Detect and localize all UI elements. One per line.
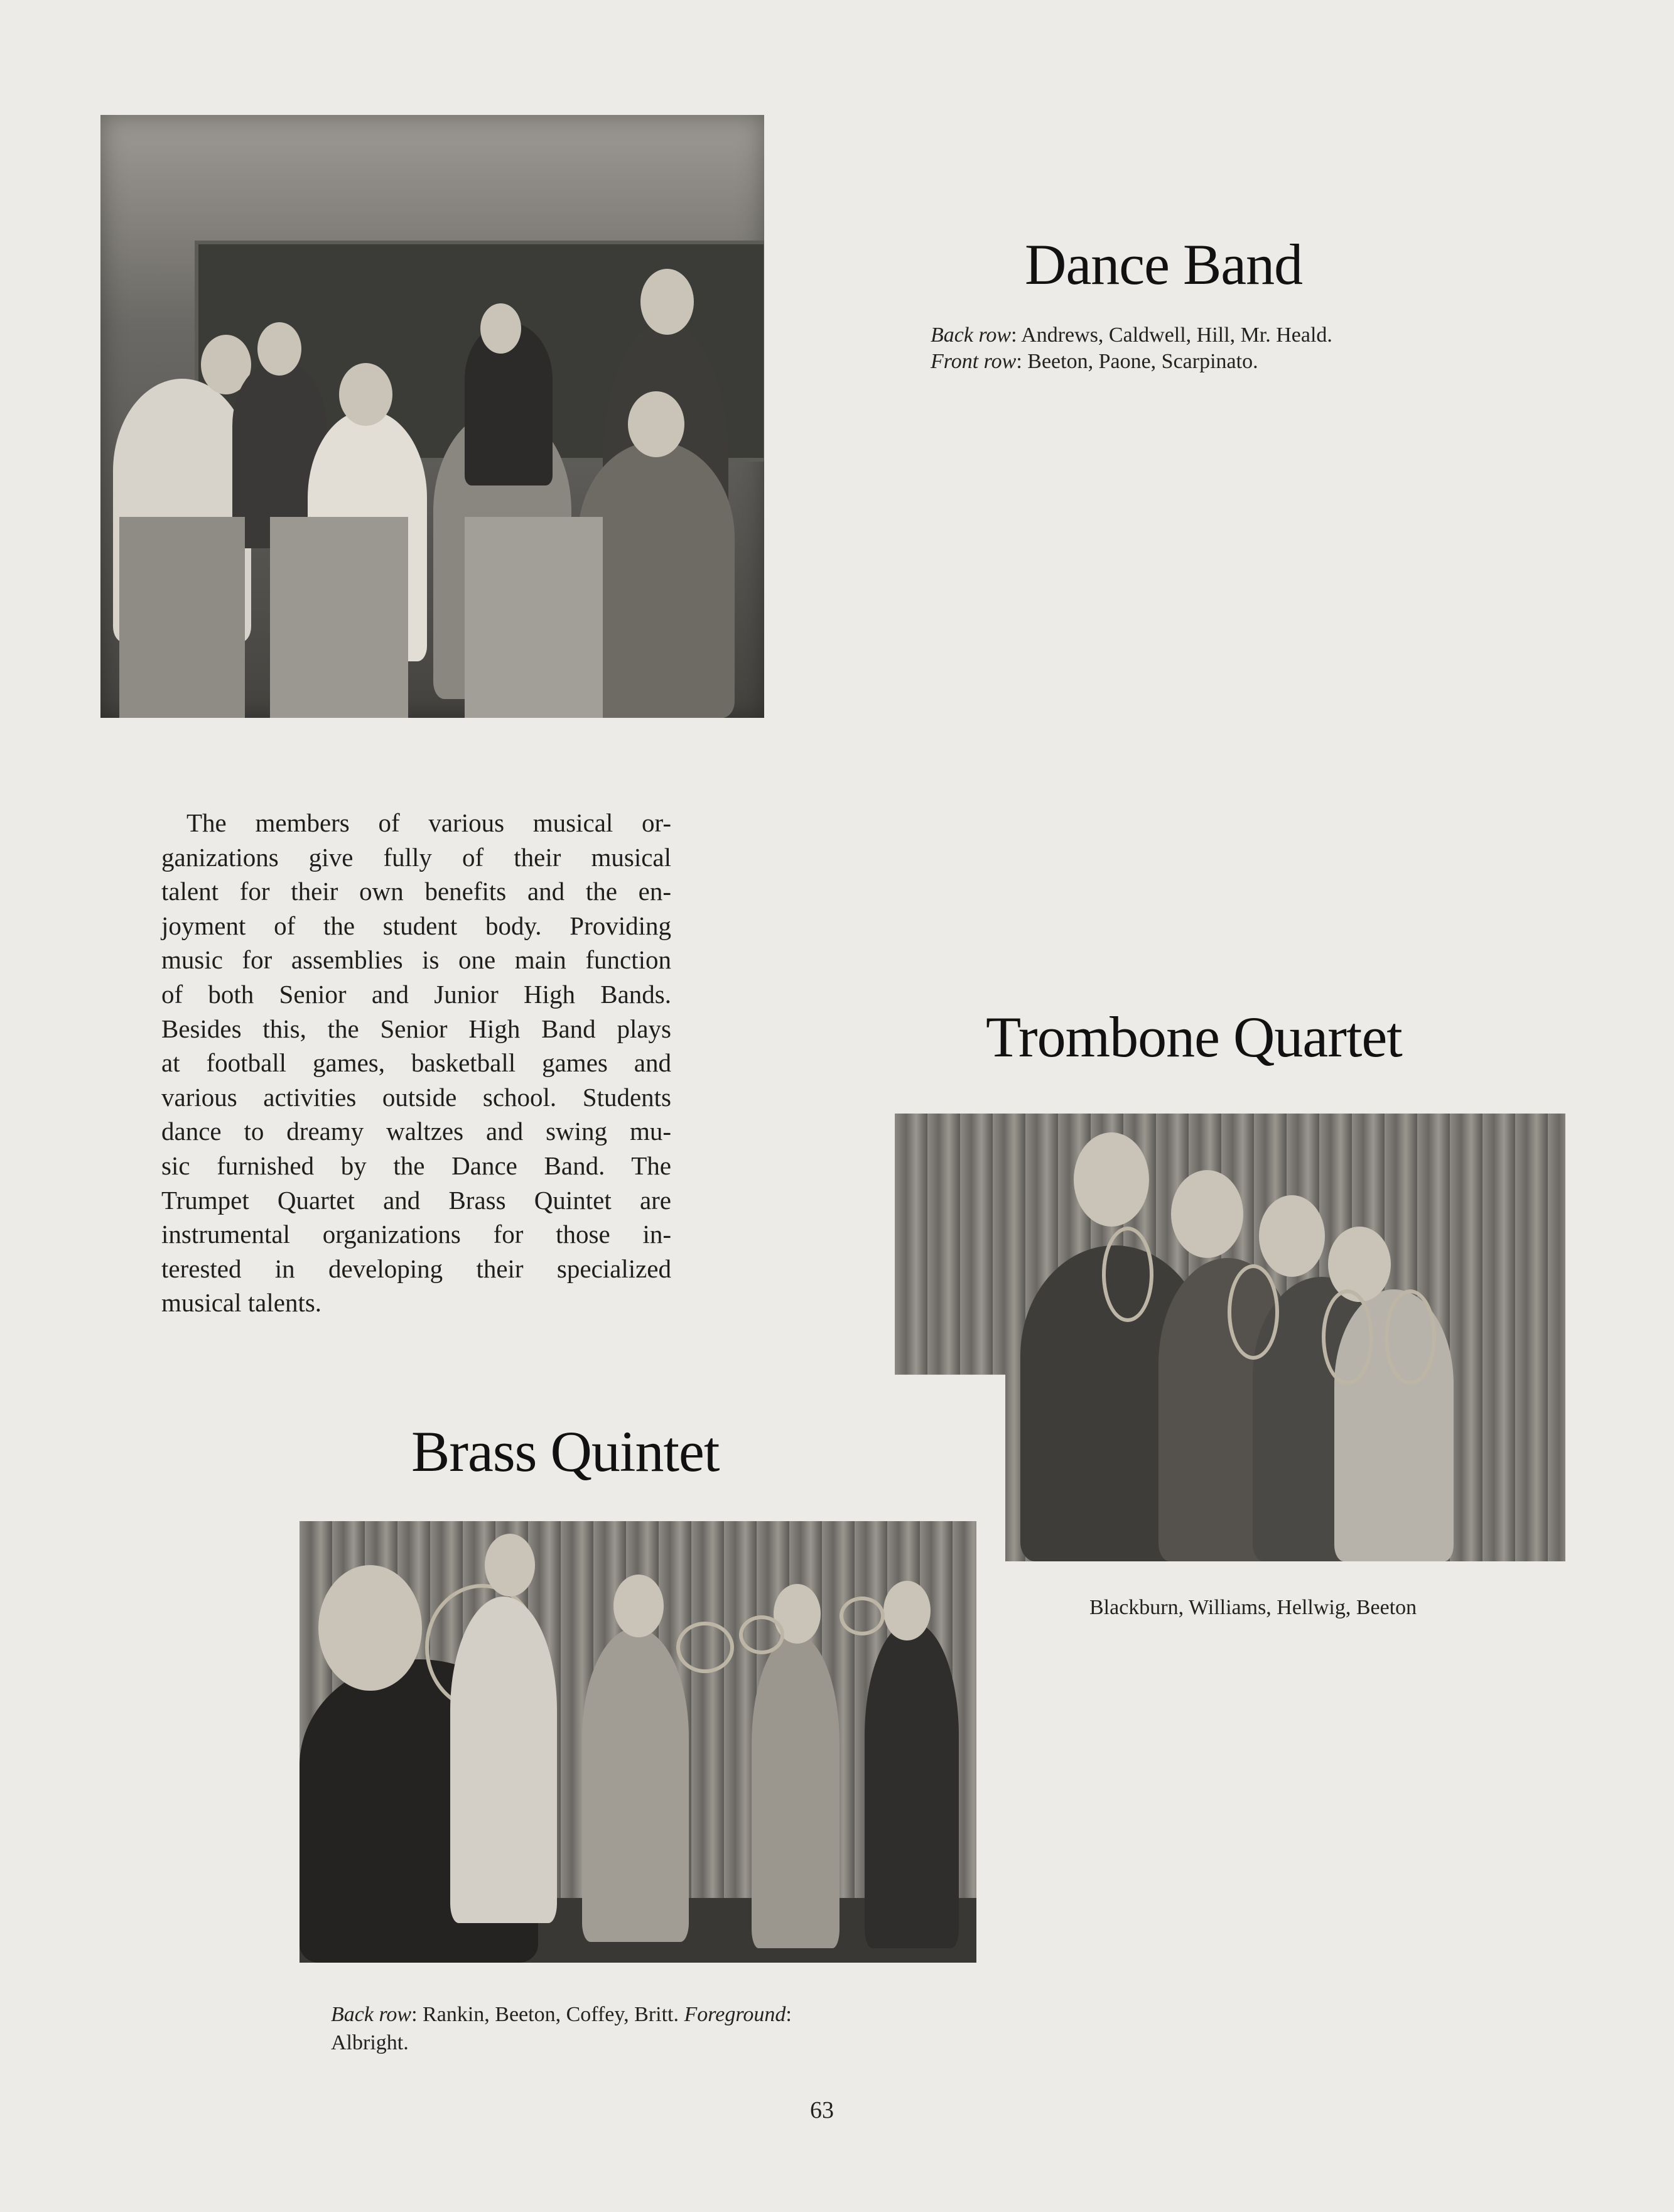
brass-quintet-caption-line2: Albright.	[331, 2031, 409, 2054]
person-head	[339, 363, 392, 426]
caption-label: Foreground	[684, 2003, 786, 2026]
person-head	[257, 322, 301, 376]
body-text	[161, 806, 671, 1320]
person-head	[1171, 1170, 1243, 1258]
trombone-bell	[1385, 1289, 1436, 1385]
person-head	[1074, 1132, 1149, 1227]
body-text-line: dance to dreamy waltzes and swing mu-	[161, 1117, 671, 1146]
caption-names: :	[786, 2003, 792, 2026]
trombone-bell	[1322, 1289, 1373, 1385]
trumpet-bell	[840, 1597, 885, 1635]
person-figure	[582, 1628, 689, 1942]
body-text-line: sic furnished by the Dance Band. The	[161, 1151, 671, 1180]
caption-names: : Rankin, Beeton, Coffey, Britt.	[411, 2003, 679, 2026]
body-text-line: ganizations give fully of their musical	[161, 842, 671, 872]
dance-band-title: Dance Band	[1025, 232, 1303, 296]
body-text-line: joyment of the student body. Providing	[161, 911, 671, 940]
music-stand	[270, 517, 408, 718]
trombone-quartet-title: Trombone Quartet	[986, 1005, 1402, 1069]
person-head	[613, 1575, 664, 1637]
body-text-line: terested in developing their specialized	[161, 1254, 671, 1283]
body-text-line: Besides this, the Senior High Band plays	[161, 1014, 671, 1043]
body-text-line: Trumpet Quartet and Brass Quintet are	[161, 1185, 671, 1215]
person-head	[883, 1581, 931, 1640]
trombone-bell	[1102, 1227, 1153, 1322]
brass-quintet-title: Brass Quintet	[411, 1419, 720, 1483]
person-figure	[865, 1622, 959, 1948]
caption-label: Back row	[331, 2003, 412, 2026]
trombone-quartet-caption: Blackburn, Williams, Hellwig, Beeton	[1089, 1596, 1417, 1619]
caption-names: : Andrews, Caldwell, Hill, Mr. Heald.	[1011, 323, 1332, 347]
caption-label: Front row	[931, 350, 1017, 373]
body-text-line: music for assemblies is one main function	[161, 945, 671, 975]
page-number: 63	[810, 2097, 834, 2123]
brass-quintet-caption-line1	[331, 2000, 792, 2029]
person-head	[640, 269, 694, 335]
person-head	[628, 391, 684, 457]
trombone-quartet-photo	[895, 1114, 1565, 1561]
body-text-line: at football games, basketball games and	[161, 1048, 671, 1078]
person-figure	[752, 1634, 840, 1948]
music-stand	[119, 517, 245, 718]
person-head	[318, 1565, 422, 1691]
person-figure	[450, 1597, 557, 1923]
dance-band-caption-back-row	[931, 321, 1332, 350]
person-head	[1259, 1195, 1325, 1277]
dance-band-photo	[100, 115, 764, 718]
person-head	[480, 303, 521, 354]
caption-names: : Beeton, Paone, Scarpinato.	[1016, 350, 1258, 373]
music-stand	[465, 517, 603, 718]
trombone-bell	[676, 1622, 734, 1673]
caption-label: Back row	[931, 323, 1012, 347]
dance-band-caption-front-row	[931, 347, 1258, 376]
trumpet-bell	[739, 1615, 784, 1654]
person-head	[485, 1534, 535, 1597]
body-text-line: The members of various musical or-	[186, 808, 671, 837]
body-text-line: instrumental organizations for those in-	[161, 1220, 671, 1249]
body-text-line: talent for their own benefits and the en-	[161, 877, 671, 906]
body-text-line: of both Senior and Junior High Bands.	[161, 979, 671, 1009]
trombone-bell	[1228, 1264, 1279, 1360]
person-head	[1328, 1227, 1391, 1302]
body-text-line: various activities outside school. Students	[161, 1082, 671, 1112]
body-text-line: musical talents.	[161, 1288, 322, 1318]
brass-quintet-photo	[300, 1521, 976, 1963]
